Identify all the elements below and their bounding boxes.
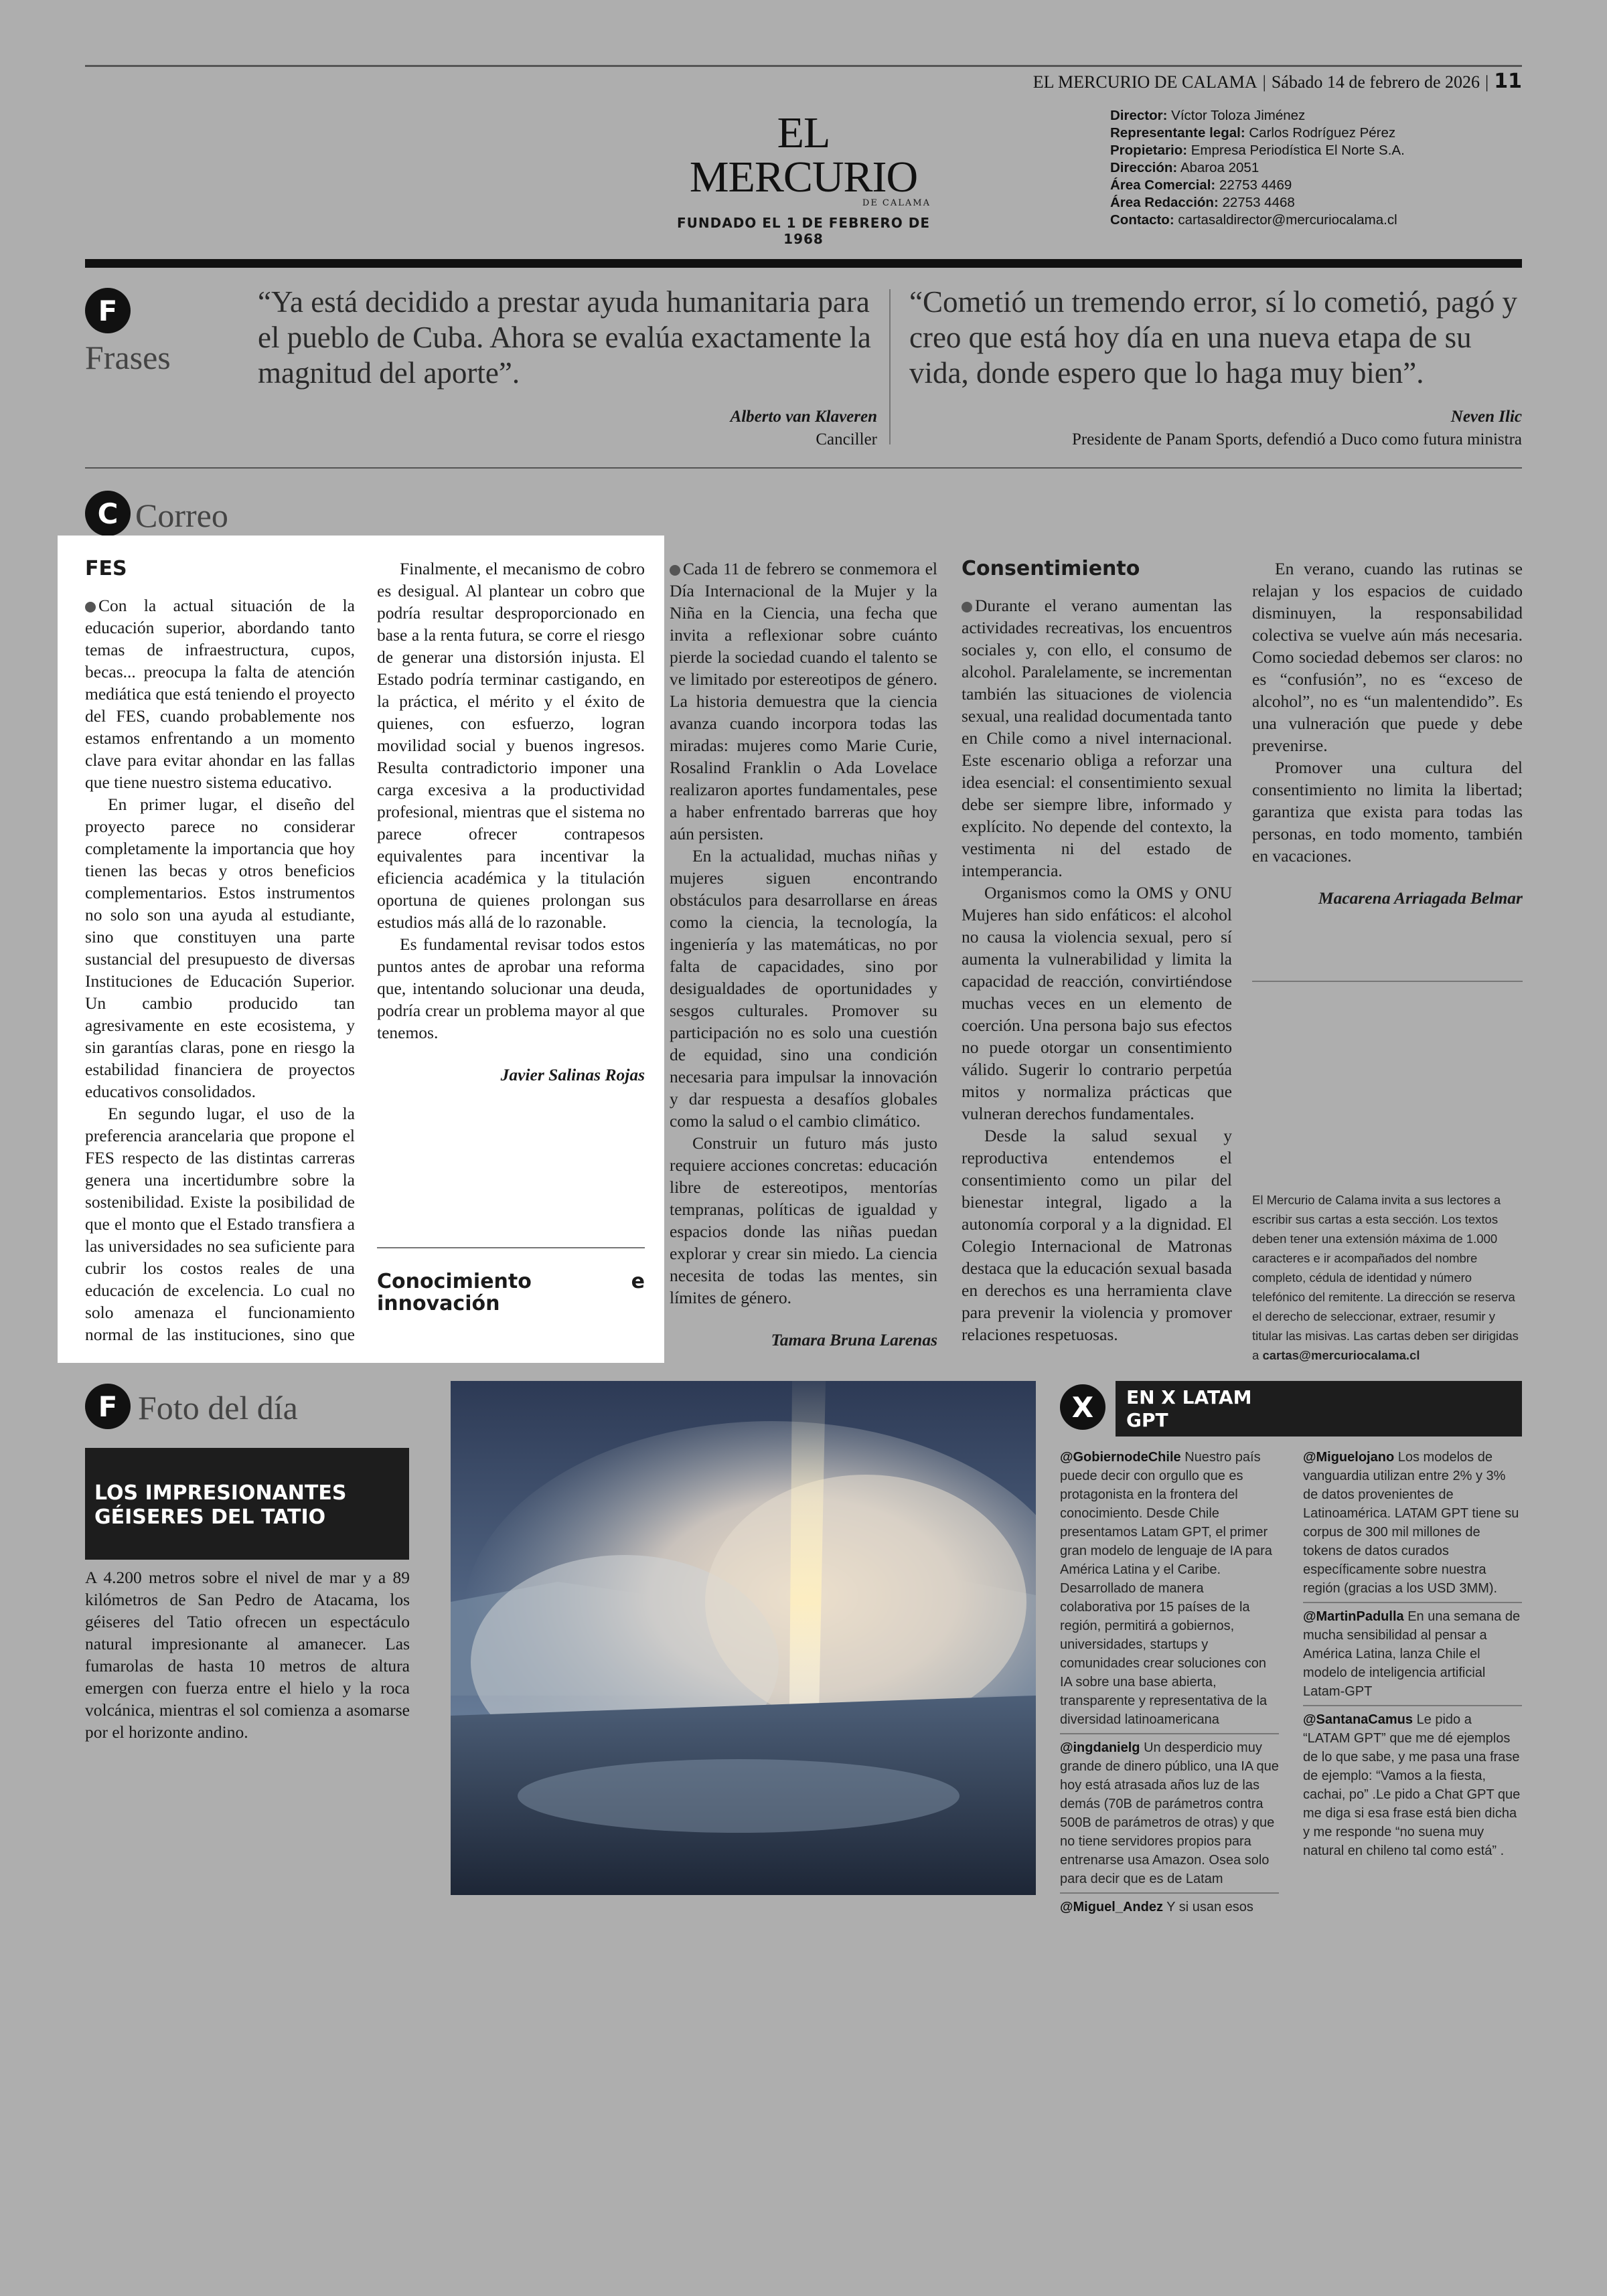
tweet: @ingdanielg Un desperdicio muy grande de dinero público, una IA que hoy está atrasada años luz de las demás (70B de parámetros contra 500B de parámetros de otras) y que no tiene servidores propios para entrenarse usa Amazon. Osea solo para decir que es de Latam	[1060, 1738, 1279, 1894]
correo-icon: C	[85, 491, 131, 536]
staff-line: Contacto: cartasaldirector@mercuriocalama.cl	[1110, 212, 1397, 228]
letter-paragraph: Promover una cultura del consentimiento no limita la libertad; garantiza que exista para todas las personas, en todo momento, también en vacaciones.	[1252, 758, 1523, 866]
letter-paragraph: En verano, cuando las rutinas se relajan y los espacios de cuidado disminuyen, la responsabilidad colectiva se vuelve aún más necesaria. Como sociedad debemos ser claros: no es “confusión”, no es “exceso de alcohol”, no es “un malentendido”. Es una vulneración que puede y debe prevenirse.	[1252, 559, 1523, 755]
frases-bottom-rule	[85, 467, 1522, 469]
tweet-handle[interactable]: @Miguelojano	[1303, 1450, 1395, 1465]
top-rule	[85, 65, 1522, 67]
staff-line: Propietario: Empresa Periodística El Norte S.A.	[1110, 143, 1405, 158]
tweet: @Miguelojano Los modelos de vanguardia utilizan entre 2% y 3% de datos provenientes de Latinoamérica. LATAM GPT tiene su corpus de 300 mil millones de tokens de datos curados específicamente sobre nuestra región (gracias a los USD 3MM).	[1303, 1448, 1522, 1603]
logo-subtitle: DE CALAMA	[862, 198, 931, 208]
staff-box	[1110, 107, 1405, 229]
foto-headline: LOS IMPRESIONANTES GÉISERES DEL TATIO	[85, 1448, 409, 1560]
letter-paragraph: Con la actual situación de la educación superior, abordando tanto temas de infraestructura, cupos, becas... preocupa la falta de atención mediática que está teniendo el proyecto del FES, cuando probablemente nos estamos enfrentando a un momento clave para evitar ahondar en las fallas que tiene nuestro sistema educativo.	[85, 596, 355, 792]
issue-date: Sábado 14 de febrero de 2026	[1271, 72, 1480, 92]
letter-title: Consentimiento	[962, 557, 1140, 580]
x-title: EN X LATAM GPT	[1116, 1381, 1522, 1437]
frases-icon: F	[85, 288, 131, 333]
staff-line: Representante legal: Carlos Rodríguez Pérez	[1110, 125, 1396, 141]
quote-text: “Ya está decidido a prestar ayuda humanitaria para el pueblo de Cuba. Ahora se evalúa exactamente la magnitud del aporte”.	[258, 285, 871, 390]
staff-line: Área Redacción: 22753 4468	[1110, 195, 1295, 210]
staff-line: Director: Víctor Toloza Jiménez	[1110, 108, 1306, 123]
letter-paragraph: En primer lugar, el diseño del proyecto parece no considerar completamente la importancia que hoy tienen las becas y otros beneficios complementarios. Estos instrumentos no solo son una ayuda al estudiante, sino que constituyen una parte sustancial del presupuesto de diversas Instituciones de Educación Superior. Un cambio producido tan agresivamente en este ecosistema, y sin garantías claras, pone en riesgo la estabilidad financiera de proyectos educativos consolidados.	[85, 795, 355, 1101]
letter-ciencia-body	[670, 558, 937, 1351]
quote-divider	[889, 289, 891, 444]
x-col-right	[1303, 1448, 1522, 1868]
quote-role: Presidente de Panam Sports, defendió a Duco como futura ministra	[1071, 430, 1522, 448]
foto-icon: F	[85, 1384, 131, 1429]
letter-paragraph: En la actualidad, muchas niñas y mujeres siguen encontrando obstáculos para desarrollarse en áreas como la ciencia, la tecnología, la ingeniería y las matemáticas, no por falta de capacidades, sino por desigualdades de oportunidades y sesgos culturales. Promover su participación no es solo una cuestión de equidad, sino una condición necesaria para impulsar la innovación y dar respuesta a desafíos globales como la salud o el cambio climático.	[670, 846, 937, 1131]
letter-title: FES	[85, 558, 127, 580]
letter-fes-col1	[85, 558, 355, 1347]
page-number: 11	[1494, 70, 1522, 93]
quote-role: Canciller	[816, 430, 877, 448]
letter-paragraph: Organismos como la OMS y ONU Mujeres han sido enfáticos: el alcohol no causa la violencia sexual, pero sí aumenta la vulnerabilidad y limita la capacidad de reacción, convirtiéndose muchas veces en un elemento de coerción. Una persona bajo sus efectos no puede otorgar un consentimiento válido. Sugerir lo contrario perpetúa mitos y normaliza prácticas que vulneran derechos fundamentales.	[962, 883, 1232, 1123]
letter-paragraph: Es fundamental revisar todos estos puntos antes de aprobar una reforma que, intentando solucionar una deuda, podría crear un problema mayor al que tenemos.	[377, 934, 645, 1042]
foto-caption: A 4.200 metros sobre el nivel de mar y a 89 kilómetros de San Pedro de Atacama, los géiseres del Tatio ofrecen un espectáculo natural impresionante al amanecer. Las fumarolas de hasta 10 metros de altura emergen con fuerza entre el hielo y la roca volcánica, mientras el sol comienza a asomarse por el horizonte andino.	[85, 1568, 410, 1742]
tweet-handle[interactable]: @ingdanielg	[1060, 1740, 1140, 1755]
logo-title: EL MERCURIO	[689, 108, 918, 201]
x-icon: X	[1060, 1384, 1105, 1430]
letters-note: El Mercurio de Calama invita a sus lectores a escribir sus cartas a esta sección. Los textos deben tener una extensión máxima de 1.000 caracteres e ir acompañados del nombre completo, cédula de identidad y número telefónico del remitente. La dirección se reserva el derecho de seleccionar, extraer, resumir y titular las misivas. Las cartas deben ser dirigidas a cartas@mercuriocalama.cl	[1252, 1193, 1519, 1362]
letter-ciencia-head	[377, 1270, 645, 1329]
paper-name: EL MERCURIO DE CALAMA	[1032, 72, 1257, 92]
letters-email[interactable]: cartas@mercuriocalama.cl	[1262, 1348, 1420, 1362]
letter-consentimiento-col2	[1252, 558, 1523, 909]
note-divider	[1252, 981, 1523, 982]
masthead-bar: EL MERCURIO DE CALAMA | Sábado 14 de febrero de 2026 | 11	[1032, 70, 1522, 93]
letter-paragraph: Desde la salud sexual y reproductiva entendemos el consentimiento como un pilar del bienestar integral, ligado a la autonomía corporal y a la dignidad. El Colegio Internacional de Matronas destaca que la educación sexual basada en derechos es una herramienta clave para prevenir la violencia y promover relaciones respetuosas.	[962, 1126, 1232, 1344]
quote-author: Alberto van Klaveren	[730, 408, 877, 426]
geyser-photo	[451, 1381, 1036, 1895]
staff-line: Área Comercial: 22753 4469	[1110, 177, 1292, 193]
quote-1	[258, 284, 877, 451]
founded-line: FUNDADO EL 1 DE FEBRERO DE 1968	[676, 215, 931, 247]
letter-fes-col2	[377, 558, 645, 1086]
letter-divider	[377, 1247, 645, 1248]
frases-label: Frases	[85, 339, 171, 376]
letter-signature: Tamara Bruna Larenas	[771, 1330, 937, 1349]
letter-title: Conocimiento e innovación	[377, 1270, 645, 1315]
tweet: @MartinPadulla En una semana de mucha sensibilidad al pensar a América Latina, lanza Chile el modelo de inteligencia artificial Latam-GPT	[1303, 1607, 1522, 1706]
newspaper-logo	[676, 108, 931, 247]
letter-paragraph: Finalmente, el mecanismo de cobro es desigual. Al plantear un cobro que podría resultar desproporcionado en base a la renta futura, se corre el riesgo de generar una distorsión injusta. El Estado podría terminar castigando, en la práctica, el mérito y el éxito de quienes, con esfuerzo, logran movilidad social y buenos ingresos. Resulta contradictorio imponer una carga excesiva a la productividad profesional, mientras que el sistema no parece ofrecer contrapesos equivalentes para incentivar la eficiencia académica y la titulación oportuna de quienes prolongan sus estudios más allá de lo razonable.	[377, 559, 645, 932]
letter-paragraph: Construir un futuro más justo requiere acciones concretas: educación libre de estereotipos, mentorías tempranas, políticas de igualdad y espacios donde las niñas puedan explorar y crear sin miedo. La ciencia necesita de todas las mentes, sin límites de género.	[670, 1133, 937, 1307]
tweet-handle[interactable]: @MartinPadulla	[1303, 1609, 1404, 1624]
letter-paragraph: En segundo lugar, el uso de la preferencia arancelaria que propone el FES respecto de las distintas carreras genera una incertidumbre sobre la sostenibilidad. Existe la posibilidad de que el monto que el Estado transfiera a las universidades no sea suficiente para cubrir los costos reales de una educación de excelencia. Lo cual no solo amenaza el funcionamiento normal de las instituciones, sino que	[85, 1104, 355, 1344]
foto-label: Foto del día	[138, 1389, 298, 1426]
tweet: @GobiernodeChile Nuestro país puede decir con orgullo que es protagonista en la frontera del conocimiento. Desde Chile presentamos Latam GPT, el primer gran modelo de lenguaje de IA para América Latina y el Caribe. Desarrollado de manera colaborativa por 15 países de la región, permitirá a gobiernos, universidades, startups y comunidades crear soluciones con IA sobre una base abierta, transparente y representativa de la diversidad latinoamericana	[1060, 1448, 1279, 1734]
x-col-left	[1060, 1448, 1279, 1922]
letter-paragraph: Cada 11 de febrero se conmemora el Día Internacional de la Mujer y la Niña en la Ciencia, una fecha que invita a reflexionar sobre cuánto pierde la sociedad cuando el talento se ve limitado por estereotipos de género. La historia demuestra que la ciencia avanza cuando incorpora todas las miradas: mujeres como Marie Curie, Rosalind Franklin o Ada Lovelace realizaron aportes fundamentales, pese a haber enfrentado barreras que hoy aún persisten.	[670, 559, 937, 843]
letter-consentimiento-col1	[962, 558, 1232, 1345]
tweet-handle[interactable]: @Miguel_Andez	[1060, 1900, 1163, 1914]
quote-author: Neven Ilic	[1450, 408, 1522, 426]
tweet: @Miguel_Andez Y si usan esos	[1060, 1900, 1253, 1914]
masthead-thick-rule	[85, 259, 1522, 268]
letter-signature: Javier Salinas Rojas	[500, 1065, 645, 1084]
letter-paragraph: Durante el verano aumentan las actividades recreativas, los encuentros sociales y, con ello, el consumo de alcohol. Paralelamente, se incrementan también las situaciones de violencia sexual, una realidad documentada tanto en Chile como a nivel internacional. Este escenario obliga a reforzar una idea esencial: el consentimiento sexual debe ser siempre libre, informado y explícito. No depende del contexto, la vestimenta ni del estado de intemperancia.	[962, 596, 1232, 880]
staff-line: Dirección: Abaroa 2051	[1110, 160, 1259, 175]
quote-2	[909, 284, 1522, 451]
correo-label: Correo	[135, 497, 228, 534]
quote-text: “Cometió un tremendo error, sí lo cometió, pagó y creo que está hoy día en una nueva etapa de su vida, donde espero que lo haga muy bien”.	[909, 285, 1517, 390]
tweet: @SantanaCamus Le pido a “LATAM GPT” que me dé ejemplos de lo que sabe, y me pasa una frase de ejemplo: “Vamos a la fiesta, cachai, po” .Le pido a Chat GPT que me diga si esa frase está bien dicha y me responde “no suena muy natural en chileno tal como está” .	[1303, 1712, 1521, 1858]
letter-signature: Macarena Arriagada Belmar	[1318, 888, 1523, 908]
tweet-handle[interactable]: @SantanaCamus	[1303, 1712, 1413, 1727]
tweet-handle[interactable]: @GobiernodeChile	[1060, 1450, 1181, 1465]
